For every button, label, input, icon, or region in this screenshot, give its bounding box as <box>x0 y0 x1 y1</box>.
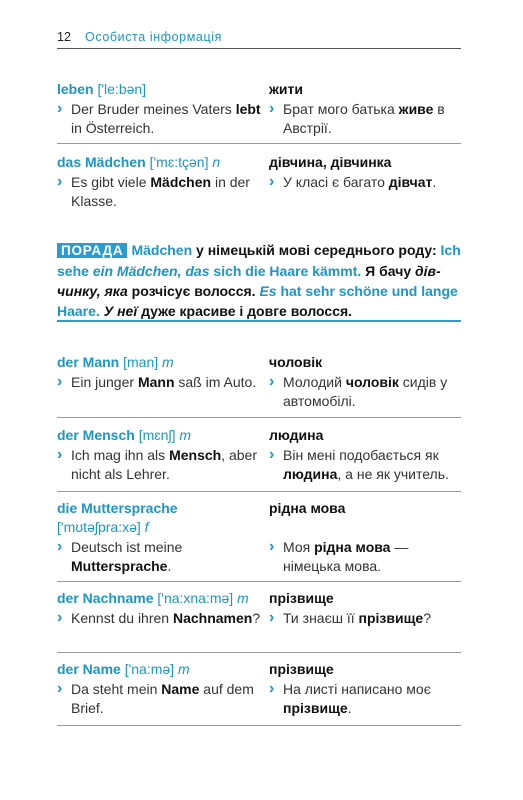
translation: жити <box>269 81 303 97</box>
gender: m <box>237 590 249 606</box>
example-german: › Da steht mein Name auf dem Brief. <box>57 680 262 718</box>
example-ukrainian: › Він мені подобається як людина, а не як учитель. <box>269 446 461 484</box>
example-german: › Ein junger Mann saß im Auto. <box>57 373 262 392</box>
example-ukrainian: › На листі написано моє прізвище. <box>269 680 461 718</box>
headword: der Mensch <box>57 427 135 443</box>
example-german: › Deutsch ist meine Muttersprache. <box>57 538 262 576</box>
page-title: Особиста інформація <box>85 30 222 44</box>
example-ukrainian: › Брат мого батька живе в Австрії. <box>269 100 461 138</box>
ukrainian-column <box>269 589 461 628</box>
ukrainian-column <box>269 153 461 192</box>
german-column <box>57 589 262 628</box>
headword: der Mann <box>57 354 120 370</box>
translation: прізвище <box>269 661 334 677</box>
entry-divider <box>57 491 461 492</box>
example-german: › Ich mag ihn als Mensch, aber nicht als Lehrer. <box>57 446 262 484</box>
headword: der Name <box>57 661 121 677</box>
page-number: 12 <box>57 30 71 44</box>
ukrainian-column <box>269 499 461 576</box>
gender: n <box>212 154 221 170</box>
gender: m <box>162 354 174 370</box>
headword: der Nachname <box>57 590 154 606</box>
german-column <box>57 153 262 211</box>
german-column <box>57 660 262 718</box>
entry-divider <box>57 417 461 418</box>
ukrainian-column <box>269 426 461 484</box>
translation: прізвище <box>269 590 334 606</box>
translation: дівчина, дівчинка <box>269 154 392 170</box>
gender: f <box>144 519 149 535</box>
ukrainian-column <box>269 80 461 138</box>
translation: чоловік <box>269 354 323 370</box>
example-german: › Kennst du ihren Nachnamen? <box>57 609 262 628</box>
example-ukrainian: › Молодий чоловік сидів у автомобілі. <box>269 373 461 411</box>
pronunciation: [man] <box>123 354 159 370</box>
entry-divider <box>57 143 461 144</box>
example-german: › Der Bruder meines Vaters lebt in Österreich. <box>57 100 262 138</box>
gender: m <box>177 661 190 677</box>
translation: рідна мова <box>269 500 346 516</box>
entry-divider <box>57 581 461 582</box>
pronunciation: ['na:xna:mə] <box>157 590 234 606</box>
gender: m <box>179 427 192 443</box>
german-column <box>57 80 262 138</box>
pronunciation: ['na:mə] <box>124 661 175 677</box>
tip-label: ПОРАДА <box>57 243 127 258</box>
tip-box: ПОРАДА Mädchen у німецькій мові середнього роду: Ich sehe ein Mädchen, das sich die Haare kämmt. Я бачу дівчинку, яка розчісує волосся. Es hat sehr schöne und lange Haare. У неї дуже красиве і довге волосся. <box>57 240 461 322</box>
entry-divider <box>57 725 461 726</box>
ukrainian-column <box>269 353 461 411</box>
pronunciation: ['mɛ:tçən] <box>149 154 209 170</box>
headword: leben <box>57 81 94 97</box>
ukrainian-column <box>269 660 461 718</box>
example-ukrainian: › У класі є багато дівчат. <box>269 173 461 192</box>
pronunciation: ['le:bən] <box>97 81 147 97</box>
headword: die Muttersprache <box>57 500 178 516</box>
pronunciation: [mɛnʃ] <box>138 427 176 443</box>
german-column <box>57 499 262 576</box>
example-ukrainian: › Ти знаєш її прізвище? <box>269 609 461 628</box>
page-header <box>57 26 461 49</box>
german-column <box>57 353 262 392</box>
example-ukrainian: › Моя рідна мова — німецька мова. <box>269 538 461 576</box>
example-german: › Es gibt viele Mädchen in der Klasse. <box>57 173 262 211</box>
entry-divider <box>57 652 461 653</box>
pronunciation: ['mʊtəʃpra:xə] <box>57 519 141 535</box>
german-column <box>57 426 262 484</box>
headword: das Mädchen <box>57 154 146 170</box>
translation: людина <box>269 427 324 443</box>
